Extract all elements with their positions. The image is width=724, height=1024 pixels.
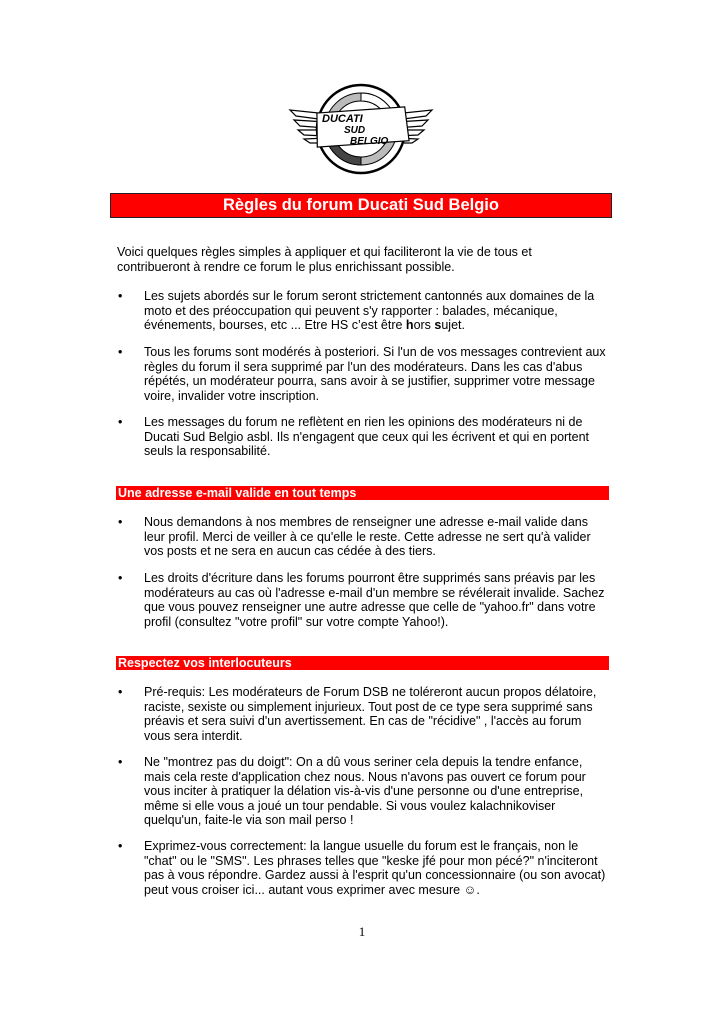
logo-text-belgio: BELGIO (350, 136, 389, 147)
list-item: • Les messages du forum ne reflètent en rien les opinions des modérateurs ni de Ducati Sud Belgio asbl. Ils n'engagent que ceux qui les écrivent et qui en portent seuls la responsabilité. (118, 415, 590, 459)
bullet-icon: • (118, 571, 123, 585)
list-item: • Ne "montrez pas du doigt": On a dû vous seriner cela depuis la tendre enfance, mais cela reste d'application chez nous. Nous n'avons pas ouvert ce forum pour vous inciter à pratiquer la délation vis-à-vis d'une personne ou d'une entreprise, même si elle vous a joué un tour pendable. Si vous voulez kalachnikoviser quelqu'un, faite-le via son mail perso ! (118, 755, 586, 828)
bullet-icon: • (118, 515, 123, 529)
section-heading-email: Une adresse e-mail valide en tout temps (116, 486, 609, 500)
list-item: • Nous demandons à nos membres de renseigner une adresse e-mail valide dans leur profil. Merci de veiller à ce qu'elle le reste. Cette adresse ne sert qu'à valider vos posts et ne sera en aucun cas cédée à des tiers. (118, 515, 591, 559)
logo-text-sud: SUD (344, 125, 366, 136)
bullet-icon: • (118, 755, 123, 769)
page-title: Règles du forum Ducati Sud Belgio (110, 193, 612, 218)
logo-text-ducati: DUCATI (322, 113, 363, 125)
bullet-icon: • (118, 839, 123, 853)
list-item: • Tous les forums sont modérés à posteriori. Si l'un de vos messages contrevient aux règles du forum il sera supprimé par l'un des modérateurs. Dans les cas d'abus répétés, un modérateur pourra, sans avoir à se justifier, supprimer votre message voire, invalider votre inscription. (118, 345, 606, 403)
bullet-icon: • (118, 345, 123, 359)
page-number: 1 (358, 924, 366, 939)
list-item: • Exprimez-vous correctement: la langue usuelle du forum est le français, non le "chat" ou le "SMS". Les phrases telles que "keske jfé pour mon pécé?" n'inciteront pas à vous répondre. Gardez aussi à l'esprit qu'un concessionnaire (ou son avocat) peut vous croiser ici... autant vous exprimer avec mesure ☺. (118, 839, 606, 897)
bullet-icon: • (118, 415, 123, 429)
bullet-icon: • (118, 685, 123, 699)
intro-paragraph: Voici quelques règles simples à appliquer et qui faciliteront la vie de tous et contribueront à rendre ce forum le plus enrichissant possible. (117, 245, 532, 274)
list-item: • Les sujets abordés sur le forum seront strictement cantonnés aux domaines de la moto et des préoccupation qui peuvent s'y rapporter : balades, mécanique, événements, bourses, etc ... Etre HS c’est être hors sujet. (118, 289, 595, 333)
ducati-sud-belgio-logo (288, 80, 434, 178)
bullet-icon: • (118, 289, 123, 303)
list-item: • Les droits d'écriture dans les forums pourront être supprimés sans préavis par les modérateurs au cas où l'adresse e-mail d'un membre se révélerait invalide. Sachez que vous pouvez renseigner une autre adresse que celle de "yahoo.fr" dans votre profil (consultez "votre profil" sur votre compte Yahoo!). (118, 571, 605, 629)
list-item: • Pré-requis: Les modérateurs de Forum DSB ne toléreront aucun propos délatoire, raciste, sexiste ou simplement injurieux. Tout post de ce type sera supprimé sans préavis et sera suivi d'un avertissement. En cas de "récidive" , l'accès au forum vous sera interdit. (118, 685, 597, 743)
section-heading-respect: Respectez vos interlocuteurs (116, 656, 609, 670)
